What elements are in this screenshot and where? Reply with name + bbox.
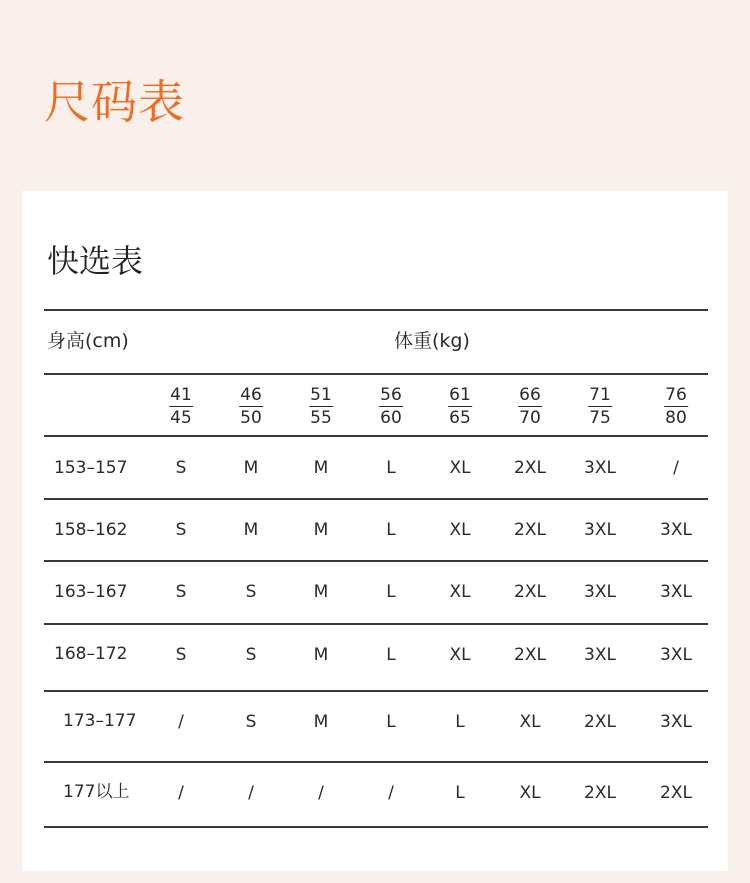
size-cell: 3XL: [584, 645, 616, 665]
size-cell: L: [455, 783, 465, 803]
weight-range-to: 65: [449, 408, 471, 428]
size-cell: M: [313, 458, 329, 478]
size-cell: XL: [449, 458, 471, 478]
size-cell: S: [245, 582, 257, 602]
height-range-label: 177以上: [63, 782, 130, 802]
size-cell: S: [245, 712, 257, 732]
header-rule: [44, 373, 708, 375]
weight-range-from: 56: [380, 385, 402, 405]
weight-range-to: 45: [170, 408, 192, 428]
weight-range-to: 70: [519, 408, 541, 428]
weight-range-from: 66: [519, 385, 541, 405]
weight-range-from: 71: [589, 385, 611, 405]
height-range-label: 153–157: [54, 458, 128, 478]
weight-range-to: 60: [380, 408, 402, 428]
size-cell: S: [175, 458, 187, 478]
size-cell: 2XL: [584, 783, 616, 803]
weight-range-header: [448, 384, 472, 429]
size-cell: 3XL: [660, 582, 692, 602]
size-cell: /: [318, 783, 324, 803]
size-cell: L: [386, 645, 396, 665]
row-divider: [44, 761, 708, 763]
size-cell: XL: [519, 783, 541, 803]
weight-range-header: [588, 384, 612, 429]
size-cell: M: [313, 645, 329, 665]
weight-range-from: 76: [665, 385, 687, 405]
weight-range-from: 46: [240, 385, 262, 405]
size-cell: L: [455, 712, 465, 732]
height-range-label: 163–167: [54, 582, 128, 602]
size-cell: 3XL: [660, 712, 692, 732]
weight-range-to: 80: [665, 408, 687, 428]
height-range-label: 173–177: [63, 711, 137, 731]
size-cell: M: [313, 712, 329, 732]
size-cell: S: [175, 582, 187, 602]
height-range-label: 168–172: [54, 644, 128, 664]
size-cell: 2XL: [514, 458, 546, 478]
size-cell: M: [313, 520, 329, 540]
size-cell: 2XL: [514, 582, 546, 602]
table-bottom-rule: [44, 826, 708, 828]
weight-range-header: [169, 384, 193, 429]
weight-range-to: 50: [240, 408, 262, 428]
size-cell: 2XL: [660, 783, 692, 803]
weight-range-header: [379, 384, 403, 429]
size-cell: 3XL: [660, 520, 692, 540]
size-cell: /: [178, 783, 184, 803]
size-cell: /: [388, 783, 394, 803]
size-cell: 3XL: [584, 458, 616, 478]
weight-range-from: 61: [449, 385, 471, 405]
weight-range-header: [309, 384, 333, 429]
size-cell: 3XL: [584, 582, 616, 602]
row-divider: [44, 560, 708, 562]
height-range-label: 158–162: [54, 520, 128, 540]
size-cell: 3XL: [584, 520, 616, 540]
size-cell: XL: [519, 712, 541, 732]
weight-header: 体重(kg): [394, 330, 470, 352]
table-top-rule: [44, 309, 708, 311]
row-divider: [44, 690, 708, 692]
size-cell: XL: [449, 645, 471, 665]
size-cell: 3XL: [660, 645, 692, 665]
weight-range-to: 55: [310, 408, 332, 428]
weight-range-header: [664, 384, 688, 429]
size-cell: 2XL: [514, 645, 546, 665]
size-cell: S: [175, 520, 187, 540]
size-cell: 2XL: [514, 520, 546, 540]
weight-range-header: [239, 384, 263, 429]
size-cell: L: [386, 712, 396, 732]
size-cell: XL: [449, 582, 471, 602]
size-cell: S: [245, 645, 257, 665]
weight-range-header: [518, 384, 542, 429]
height-header: 身高(cm): [47, 330, 129, 352]
row-divider: [44, 435, 708, 437]
weight-range-from: 51: [310, 385, 332, 405]
size-cell: M: [313, 582, 329, 602]
size-cell: /: [673, 458, 679, 478]
size-cell: 2XL: [584, 712, 616, 732]
weight-range-to: 75: [589, 408, 611, 428]
page-title: 尺码表: [44, 75, 185, 129]
row-divider: [44, 498, 708, 500]
row-divider: [44, 623, 708, 625]
size-cell: /: [178, 712, 184, 732]
size-cell: L: [386, 458, 396, 478]
size-cell: L: [386, 520, 396, 540]
size-cell: S: [175, 645, 187, 665]
size-chart-card: [22, 191, 728, 871]
size-cell: M: [243, 458, 259, 478]
size-cell: XL: [449, 520, 471, 540]
size-cell: L: [386, 582, 396, 602]
size-cell: M: [243, 520, 259, 540]
card-title: 快选表: [47, 242, 144, 280]
size-cell: /: [248, 783, 254, 803]
weight-range-from: 41: [170, 385, 192, 405]
